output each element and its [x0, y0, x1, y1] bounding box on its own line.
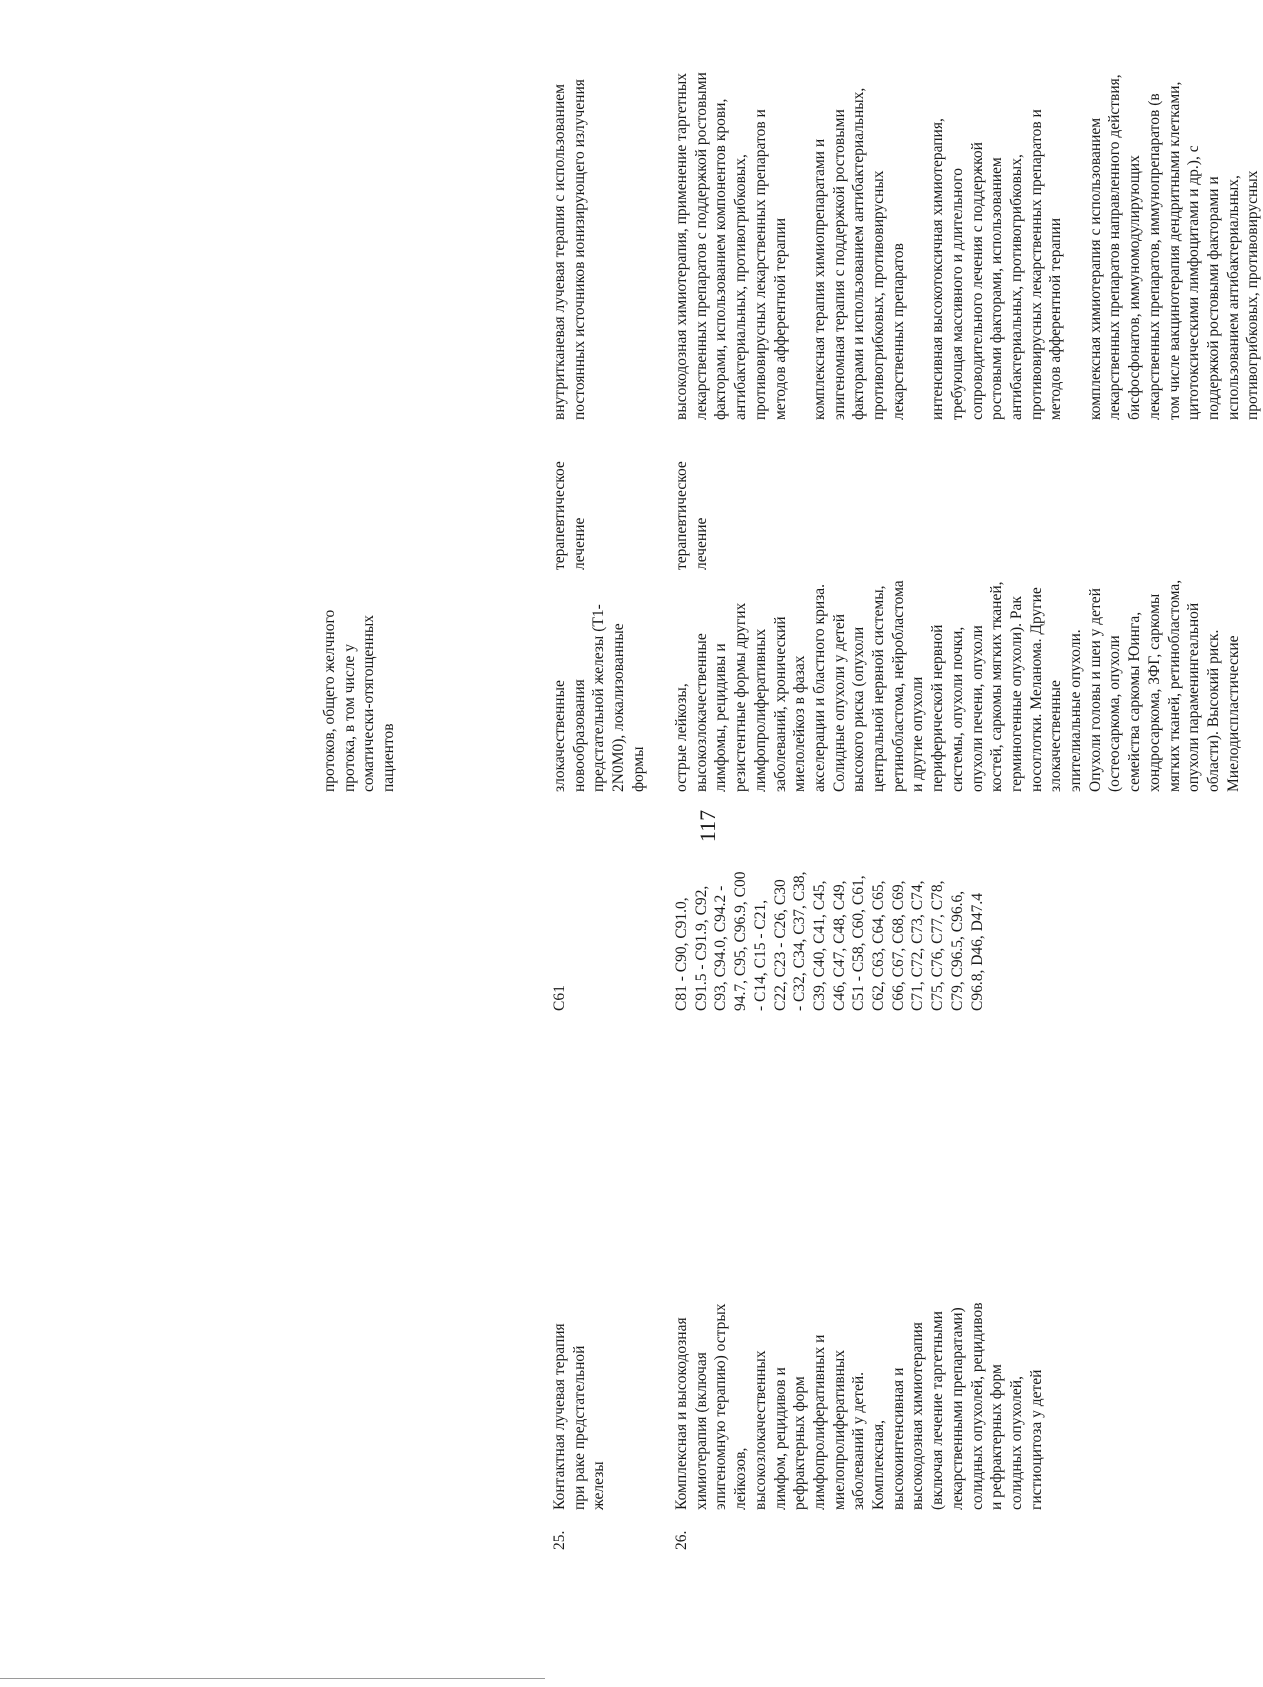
method-line: ростовыми факторами, использованием: [988, 157, 1006, 420]
name-line: миелопролиферативных: [830, 1349, 848, 1510]
treatment-type-line: лечение: [570, 517, 588, 570]
description-line: хондросаркома, ЗФГ, саркомы: [1145, 593, 1163, 792]
name-line: высокоинтенсивная и: [889, 1367, 907, 1510]
method-line: лекарственных препаратов, иммунопрепаратов (в: [1145, 93, 1163, 420]
description-line: Миелодиспластические: [1224, 635, 1242, 792]
row-25-name: [550, 1323, 609, 1510]
row-26-method: [672, 72, 1263, 420]
description-line: предстательной железы (T1-: [590, 604, 608, 792]
method-line: комплексная химиотерапия с использованием: [1086, 117, 1104, 420]
row-26-description: [672, 580, 1243, 792]
code-line: C46, C47, C48, C49,: [830, 880, 848, 1011]
code-line: C91.5 - C91.9, C92,: [692, 885, 710, 1011]
description-line: острые лейкозы,: [673, 683, 690, 792]
description-line: высокозлокачественные: [692, 633, 710, 792]
description-line: носоглотки. Меланома. Другие: [1027, 587, 1045, 792]
description-line: (остеосаркома, опухоли: [1106, 635, 1124, 792]
method-line: интенсивная высокотоксичная химиотерапия,: [929, 118, 947, 420]
name-line: и рефрактерных форм: [988, 1364, 1006, 1510]
code-line: C62, C63, C64, C65,: [870, 880, 888, 1011]
code-line: C39, C40, C41, C45,: [810, 880, 828, 1011]
treatment-type-line: лечение: [692, 517, 710, 570]
row-26-number: 26.: [673, 1530, 690, 1550]
description-line: новообразования: [570, 679, 588, 792]
name-line: Контактная лучевая терапия: [551, 1323, 568, 1510]
method-line: противовирусных лекарственных препаратов и: [751, 109, 769, 420]
row-26-codes: [672, 871, 987, 1011]
method-block-gap: [790, 72, 810, 420]
description-line: акселерации и бластного криза.: [810, 583, 828, 792]
description-line: протока, в том числе у: [340, 644, 358, 792]
code-line: C22, C23 - C26, C30: [771, 879, 789, 1011]
description-line: герминогенные опухоли). Рак: [1007, 596, 1025, 792]
description-line: заболеваний, хронический: [771, 616, 789, 792]
method-line: факторами, использованием компонентов крови,: [712, 98, 730, 420]
code-line: C81 - C90, C91.0,: [673, 897, 690, 1011]
code-line: C66, C67, C68, C69,: [889, 880, 907, 1011]
method-line: противогрибковых, противовирусных: [1244, 170, 1262, 420]
method-line: внутритканевая лучевая терапия с использованием: [551, 84, 568, 420]
method-line: использованием антибактериальных,: [1224, 175, 1242, 420]
row-25-description: [550, 604, 649, 792]
name-line: рефрактерных форм: [791, 1376, 809, 1510]
description-line: Солидные опухоли у детей: [830, 613, 848, 792]
code-line: - C14, C15 - C21,: [751, 899, 769, 1011]
method-block-gap: [908, 72, 928, 420]
code-line: - C32, C34, C37, C38,: [791, 871, 809, 1011]
description-line: миелолейкоз в фазах: [791, 655, 809, 792]
treatment-type-line: терапевтическое: [673, 461, 690, 570]
description-line: костей, саркомы мягких тканей,: [988, 581, 1006, 792]
code-line: C93, C94.0, C94.2 -: [712, 885, 730, 1011]
description-line: лимфомы, рецидивы и: [712, 643, 730, 792]
row-26-name: [672, 1302, 1046, 1510]
method-line: поддержкой ростовыми факторами и: [1204, 176, 1222, 420]
method-line: высокодозная химиотерапия, применение таргетных: [673, 73, 690, 420]
description-line: семейства саркомы Юинга,: [1126, 611, 1144, 792]
description-line: и другие опухоли: [909, 676, 927, 792]
row-25-method: [550, 79, 589, 420]
method-line: противогрибковых, противовирусных: [870, 170, 888, 420]
method-line: постоянных источников ионизирующего излучения: [570, 79, 588, 420]
method-line: антибактериальных, противогрибковых,: [732, 154, 750, 420]
method-line: сопроводительного лечения с поддержкой: [968, 142, 986, 420]
description-line: области). Высокий риск.: [1204, 629, 1222, 792]
description-line: протоков, общего желчного: [321, 609, 338, 792]
description-line: соматически-отягощенных: [360, 614, 378, 792]
name-line: высокозлокачественных: [751, 1350, 769, 1510]
method-line: требующая массивного и длительного: [948, 168, 966, 420]
row-25-treatment-type: [550, 461, 589, 570]
description-line: опухоли параменингеальной: [1185, 602, 1203, 792]
name-line: при раке предстательной: [570, 1345, 588, 1510]
row-25-codes: [550, 985, 570, 1011]
name-line: высокодозная химиотерапия: [909, 1322, 927, 1510]
method-line: методов афферентной терапии: [1047, 217, 1065, 420]
continuation-description: [320, 610, 399, 792]
description-line: 2N0M0), локализованные: [610, 623, 628, 792]
description-line: эпителиальные опухоли.: [1067, 629, 1085, 792]
row-26-treatment-type: [672, 461, 711, 570]
name-line: эпигеномную терапию) острых: [712, 1303, 730, 1510]
name-line: лимфопролиферативных и: [810, 1334, 828, 1510]
name-line: лейкозов,: [732, 1447, 750, 1510]
method-line: эпигеномная терапия с поддержкой ростовыми: [830, 109, 848, 420]
method-line: том числе вакцинотерапия дендритными клетками,: [1165, 81, 1183, 420]
name-line: лимфом, рецидивов и: [771, 1367, 789, 1510]
name-line: химиотерапия (включая: [692, 1352, 710, 1510]
name-line: (включая лечение таргетными: [929, 1311, 947, 1510]
code-line: C51 - C58, C60, C61,: [850, 875, 868, 1011]
code-line: C75, C76, C77, C78,: [929, 880, 947, 1011]
row-25-number: 25.: [551, 1530, 568, 1550]
description-line: лимфопролиферативных: [751, 628, 769, 792]
description-line: центральной нервной системы,: [870, 585, 888, 792]
method-line: антибактериальных, противогрибковых,: [1007, 154, 1025, 420]
description-line: резистентные формы других: [732, 602, 750, 792]
method-line: цитотоксическими лимфоцитами и др.), с: [1185, 145, 1203, 420]
description-line: мягких тканей, ретинобластома,: [1165, 579, 1183, 792]
description-line: высокого риска (опухоли: [850, 626, 868, 792]
method-line: бисфосфонатов, иммуномодулирующих: [1126, 155, 1144, 420]
rotated-table: [270, 72, 1262, 1550]
name-line: железы: [590, 1461, 608, 1510]
method-line: лекарственных препаратов направленного действия,: [1106, 74, 1124, 420]
method-line: комплексная терапия химиопрепаратами и: [810, 138, 828, 420]
description-line: периферической нервной: [929, 624, 947, 792]
treatment-type-line: терапевтическое: [551, 461, 568, 570]
description-line: ретинобластома, нейробластома: [889, 580, 907, 792]
code-line: C79, C96.5, C96.6,: [948, 890, 966, 1011]
description-line: злокачественные: [551, 680, 568, 792]
description-line: системы, опухоли почки,: [948, 626, 966, 792]
name-line: гистиоцитоза у детей: [1027, 1369, 1045, 1510]
name-line: Комплексная,: [870, 1420, 888, 1510]
description-line: формы: [629, 746, 647, 792]
method-block-gap: [1066, 72, 1086, 420]
name-line: солидных опухолей,: [1007, 1376, 1025, 1510]
description-line: Опухоли головы и шеи у детей: [1086, 588, 1104, 792]
name-line: заболеваний у детей.: [850, 1371, 868, 1510]
description-line: злокачественные: [1047, 680, 1065, 792]
name-line: солидных опухолей, рецидивов: [968, 1302, 986, 1510]
method-line: лекарственных препаратов с поддержкой ростовыми: [692, 72, 710, 420]
method-line: методов афферентной терапии: [771, 217, 789, 420]
description-line: пациентов: [380, 723, 398, 792]
name-line: Комплексная и высокодозная: [673, 1317, 690, 1510]
description-line: опухоли печени, опухоли: [968, 625, 986, 792]
code-line: C61: [551, 985, 568, 1011]
name-line: лекарственными препаратами): [948, 1307, 966, 1510]
scan-edge-line: [0, 1678, 545, 1679]
code-line: 94.7, C95, C96.9, C00: [732, 871, 750, 1011]
method-line: противовирусных лекарственных препаратов и: [1027, 109, 1045, 420]
page-number: 117: [695, 809, 720, 843]
method-line: лекарственных препаратов: [889, 243, 907, 420]
method-line: факторами и использованием антибактериальных,: [850, 87, 868, 420]
code-line: C96.8, D46, D47.4: [968, 893, 986, 1011]
code-line: C71, C72, C73, C74,: [909, 880, 927, 1011]
